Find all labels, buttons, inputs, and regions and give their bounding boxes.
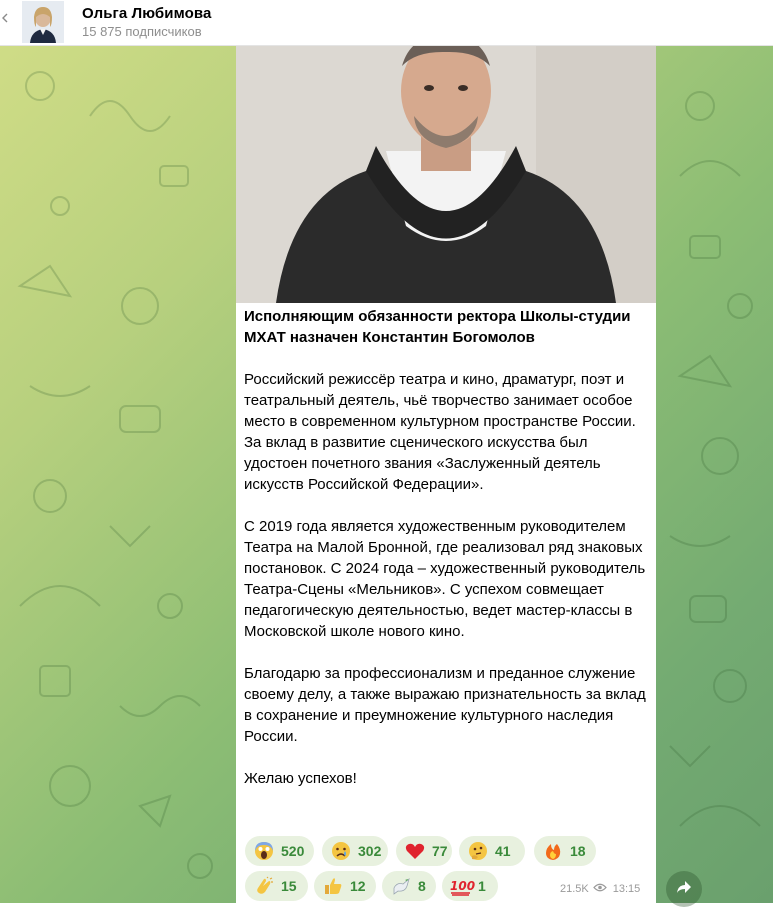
hundred-emoji-icon: [450, 875, 476, 897]
fire-emoji-icon: [542, 840, 564, 862]
reaction-count: 18: [570, 843, 586, 859]
post-paragraph: С 2019 года является художественным руководителем Театра на Малой Бронной, где реализовал ряд знаковых постановок. С 2024 года – художественный руководитель Театра-Сцены «Мельников». С успехом совмещает педагогическую деятельностью, ведет мастер-классы в Московской школе нового кино.: [244, 518, 646, 640]
reaction-count: 77: [432, 843, 448, 859]
scream-emoji-icon: [253, 840, 275, 862]
heart-emoji-icon: [404, 840, 426, 862]
reaction-count: 520: [281, 843, 305, 859]
subscriber-count: 15 875 подписчиков: [82, 24, 202, 39]
reaction-thumbs-up[interactable]: [314, 871, 376, 901]
post-photo[interactable]: [236, 46, 656, 303]
avatar[interactable]: [22, 1, 64, 43]
post-title: Исполняющим обязанности ректора Школы-студии МХАТ назначен Константин Богомолов: [244, 308, 631, 346]
back-icon[interactable]: [2, 13, 8, 23]
post-paragraph: Благодарю за профессионализм и преданное служение своему делу, а также выражаю признательность за вклад в сохранение и преумножение культурного наследия России.: [244, 665, 646, 745]
message-meta: [560, 880, 655, 898]
thumbs-up-emoji-icon: [322, 875, 344, 897]
dove-emoji-icon: [390, 875, 412, 897]
message-text: [244, 306, 650, 789]
thinking-emoji-icon: [467, 840, 489, 862]
svg-text:100: 100: [450, 879, 476, 893]
reaction-count: 12: [350, 878, 366, 894]
reaction-clap[interactable]: [245, 871, 308, 901]
post-paragraph: Желаю успехов!: [244, 770, 357, 787]
clap-emoji-icon: [253, 875, 275, 897]
post-paragraph: Российский режиссёр театра и кино, драматург, поэт и театральный деятель, чьё творчество занимает особое место в современном культурном пространстве России. За вклад в развитие сценического искусства был удостоен почетного звания «Заслуженный деятель искусств Российской Федерации».: [244, 371, 636, 493]
message-time: 13:15: [612, 883, 641, 895]
reaction-heart[interactable]: [396, 836, 452, 866]
reaction-scream[interactable]: [245, 836, 314, 866]
share-icon: [676, 880, 692, 899]
reaction-thinking[interactable]: [459, 836, 525, 866]
share-button[interactable]: [666, 871, 702, 907]
crying-emoji-icon: [330, 840, 352, 862]
reaction-count: 41: [495, 843, 511, 859]
reaction-hundred[interactable]: [442, 871, 498, 901]
reaction-dove[interactable]: [382, 871, 436, 901]
chat-header: [0, 0, 773, 46]
channel-name[interactable]: Ольга Любимова: [82, 5, 212, 22]
reaction-crying[interactable]: [322, 836, 388, 866]
reaction-count: 1: [478, 878, 486, 894]
reaction-count: 302: [358, 843, 382, 859]
eye-icon: [593, 883, 607, 895]
reaction-count: 8: [418, 878, 426, 894]
reaction-count: 15: [281, 878, 297, 894]
reaction-fire[interactable]: [534, 836, 596, 866]
view-count: 21.5K: [560, 883, 589, 895]
